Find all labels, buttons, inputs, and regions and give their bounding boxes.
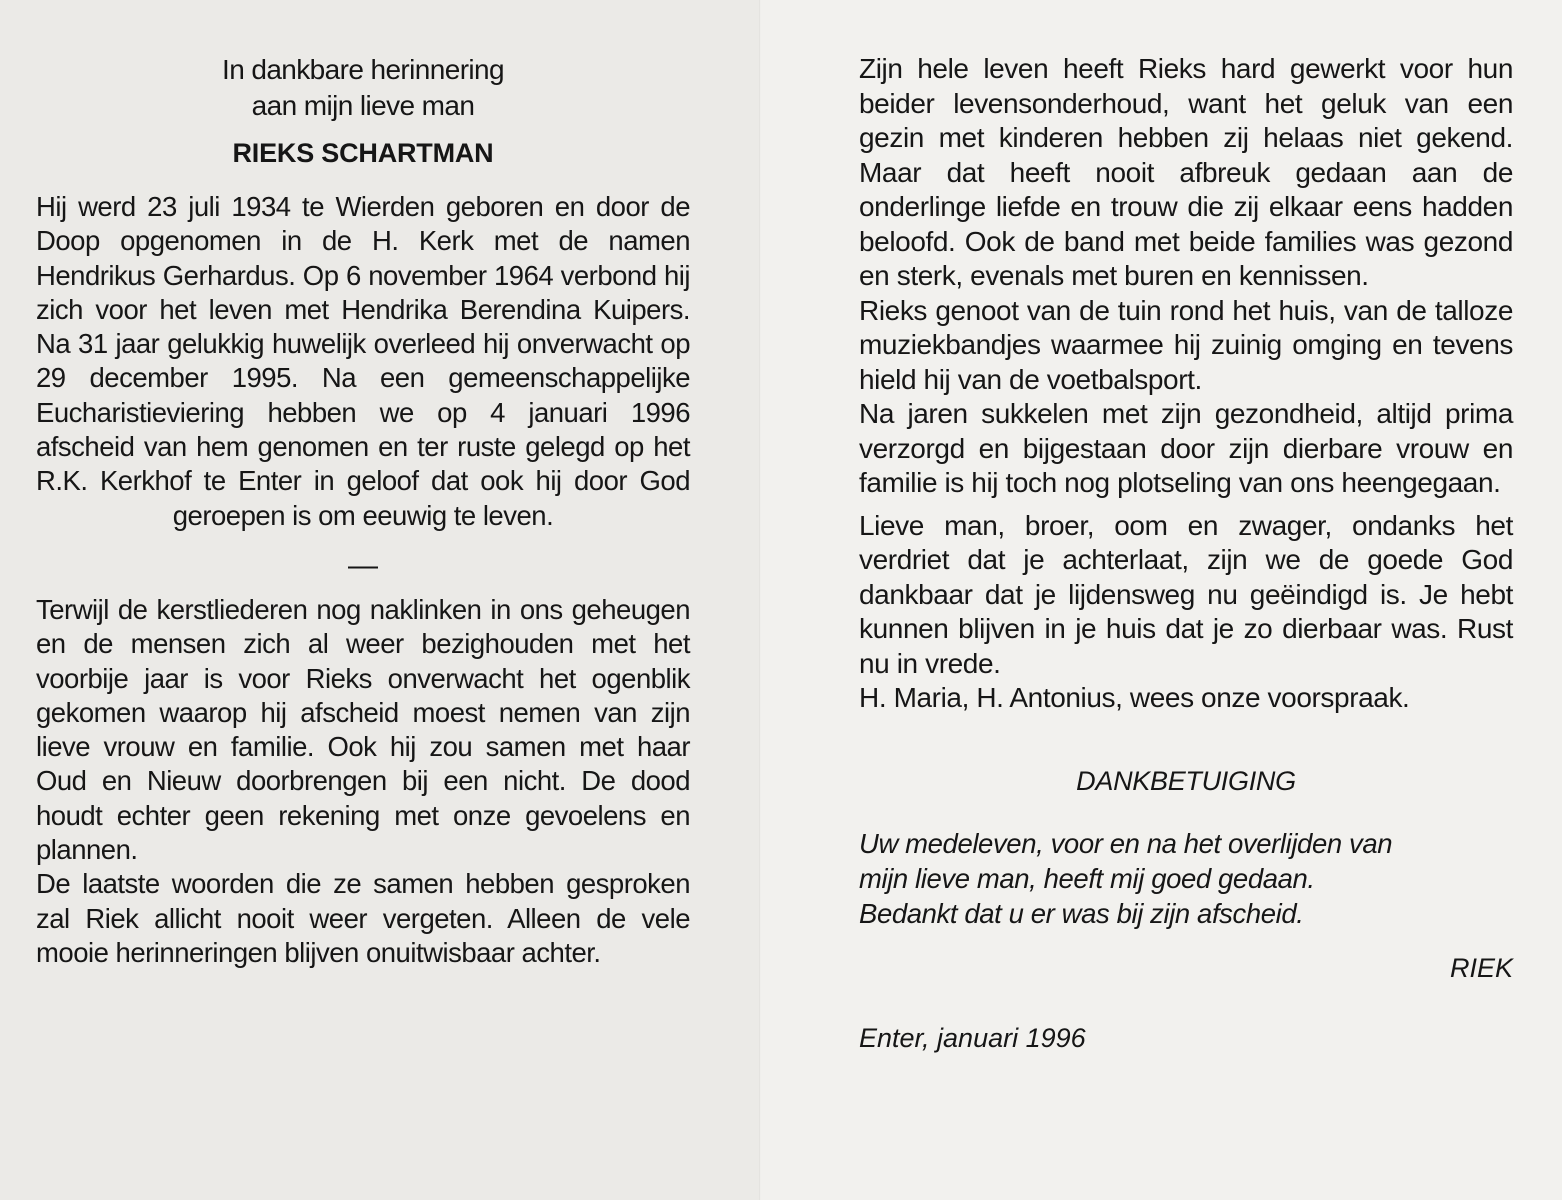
life-paragraph: Zijn hele leven heeft Rieks hard gewerkt voor hun beider levensonderhoud, want het geluk van een gezin met kinderen hebben zij helaas niet gekend. Maar dat heeft nooit afbreuk gedaan aan de onderlinge liefde en trouw die zij elkaar eens hadden beloofd. Ook de band met beide families was gezond en sterk, evenals met buren en kennissen.	[859, 53, 1513, 291]
deceased-name: RIEKS SCHARTMAN	[232, 138, 494, 168]
thanks-line-2: mijn lieve man, heeft mij goed gedaan.	[859, 862, 1315, 894]
header-line-1: In dankbare herinnering	[222, 54, 504, 85]
header-line-2: aan mijn lieve man	[251, 90, 475, 121]
prayer-line: H. Maria, H. Antonius, wees onze voorspraak.	[859, 682, 1410, 713]
thanks-line-1: Uw medeleven, voor en na het overlijden van	[859, 827, 1393, 859]
last-words-paragraph: De laatste woorden die ze samen hebben gesproken zal Riek allicht nooit weer vergeten. Alleen de vele mooie herinneringen blijven onuitwisbaar achter.	[36, 868, 690, 968]
separator-dash: —	[348, 548, 378, 582]
card-fold	[759, 0, 761, 1200]
signature: RIEK	[1449, 952, 1513, 983]
thanks-title: DANKBETUIGING	[1076, 765, 1296, 796]
left-column	[36, 52, 690, 970]
thanks-line-3: Bedankt dat u er was bij zijn afscheid.	[859, 897, 1304, 929]
right-column	[859, 52, 1513, 1055]
health-paragraph: Na jaren sukkelen met zijn gezondheid, altijd prima verzorgd en bijgestaan door zijn dierbare vrouw en familie is hij toch nog plotseling van ons heengegaan.	[859, 398, 1513, 498]
place-date: Enter, januari 1996	[859, 1022, 1086, 1053]
hobbies-paragraph: Rieks genoot van de tuin rond het huis, van de talloze muziekbandjes waarmee hij zuinig omging en tevens hield hij van de voetbalsport.	[859, 294, 1513, 395]
christmas-paragraph: Terwijl de kerstliederen nog naklinken in ons geheugen en de mensen zich al weer bezighouden met het voorbije jaar is voor Rieks onverwacht het ogenblik gekomen waarop hij afscheid moest nemen van zijn lieve vrouw en familie. Ook hij zou samen met haar Oud en Nieuw doorbrengen bij een nicht. De dood houdt echter geen rekening met onze gevoelens en plannen.	[36, 593, 690, 866]
farewell-paragraph: Lieve man, broer, oom en zwager, ondanks het verdriet dat je achterlaat, zijn we de goede God dankbaar dat je lijdensweg nu geëindigd is. Je hebt kunnen blijven in je huis dat je zo dierbaar was. Rust nu in vrede.	[859, 509, 1513, 679]
thanks-text	[859, 826, 1513, 931]
biography-paragraph: Hij werd 23 juli 1934 te Wierden geboren en door de Doop opgenomen in de H. Kerk met de namen Hendrikus Gerhardus. Op 6 november 1964 verbond hij zich voor het leven met Hendrika Berendina Kuipers. Na 31 jaar gelukkig huwelijk overleed hij onverwacht op 29 december 1995. Na een gemeenschappelijke Eucharistieviering hebben we op 4 januari 1996 afscheid van hem genomen en ter ruste gelegd op het R.K. Kerkhof te Enter in geloof dat ook hij door God geroepen is om eeuwig te leven.	[36, 191, 690, 531]
